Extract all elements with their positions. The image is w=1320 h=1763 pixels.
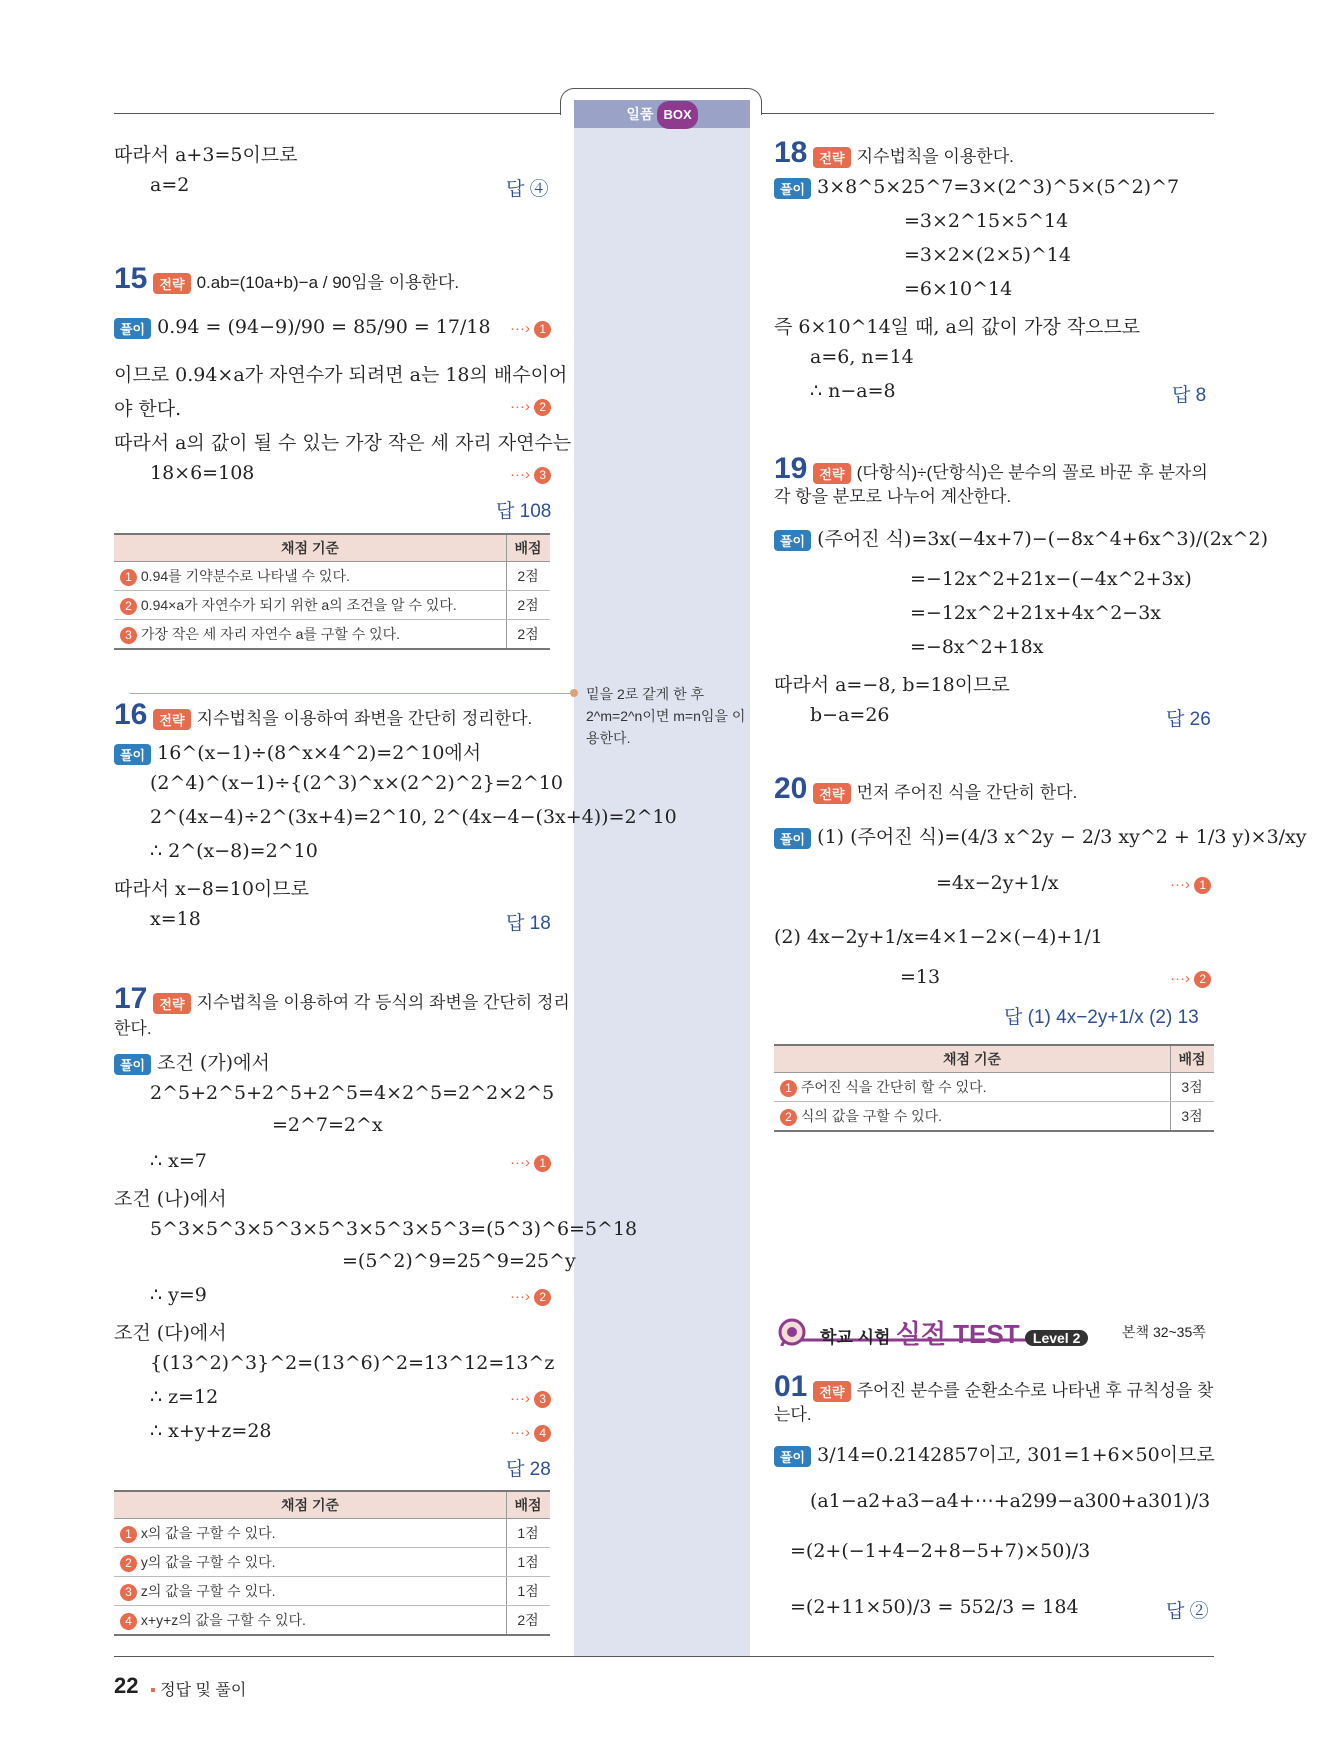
problem-01-header xyxy=(774,1370,1213,1404)
score-table-15: 채점 기준 배점 1 0.94를 기약분수로 나타낼 수 있다. 2점 2 0.94×a가 자연수가 되기 위한 a의 조건을 알 수 있다. 2점 3 가장 작은 세 자리 자연수 a를 구할 수 있다. 2점 xyxy=(114,533,550,650)
p18-line4: =6×10^14 xyxy=(904,278,1013,300)
problem-20-header xyxy=(774,772,1077,806)
table-row: 4 x+y+z의 값을 구할 수 있다. 2점 xyxy=(114,1606,550,1636)
problem-strategy: 주어진 분수를 순환소수로 나타낸 후 규칙성을 찾 xyxy=(856,1381,1214,1400)
p16-line5: 따라서 x−8=10이므로 xyxy=(114,878,309,900)
side-note: 밑을 2로 같게 한 후 2^m=2^n이면 m=n임을 이용한다. xyxy=(586,686,746,746)
strategy-tag: 전략 xyxy=(153,709,190,730)
p16-line4: ∴ 2^(x−8)=2^10 xyxy=(150,840,318,862)
problem-15-header xyxy=(114,262,459,296)
problem-strategy: 먼저 주어진 식을 간단히 한다. xyxy=(856,783,1078,802)
p15-line4: 따라서 a의 값이 될 수 있는 가장 작은 세 자리 자연수는 xyxy=(114,432,572,454)
p19-line5: 따라서 a=−8, b=18이므로 xyxy=(774,674,1010,696)
p16-line1: 풀이 16^(x−1)÷(8^x×4^2)=2^10에서 xyxy=(114,738,481,765)
p19-strategy2: 각 항을 분모로 나누어 계산한다. xyxy=(774,487,1012,506)
answer-01: 답 ② xyxy=(1166,1601,1209,1622)
p20-line2: =4x−2y+1/x xyxy=(936,872,1059,894)
answer-16: 답 18 xyxy=(506,913,551,934)
problem-strategy: (다항식)÷(단항식)은 분수의 꼴로 바꾼 후 분자의 xyxy=(856,463,1208,482)
p01-line1: 풀이 3/14=0.2142857이고, 301=1+6×50이므로 xyxy=(774,1440,1215,1467)
p18-line2: =3×2^15×5^14 xyxy=(904,210,1069,232)
marker-1: ···› 1 xyxy=(510,320,551,338)
problem-number: 20 xyxy=(774,772,808,805)
p16-line3: 2^(4x−4)÷2^(3x+4)=2^10, 2^(4x−4−(3x+4))=2^10 xyxy=(150,806,677,828)
p01-strategy2: 는다. xyxy=(774,1405,812,1424)
solution-tag: 풀이 xyxy=(774,1446,811,1467)
p16-line6: x=18 xyxy=(150,908,201,930)
p20-line4: =13 xyxy=(900,966,941,988)
p19-line6: b−a=26 xyxy=(810,704,890,726)
problem-18-header xyxy=(774,136,1014,170)
note-connector xyxy=(130,693,574,694)
problem-number: 15 xyxy=(114,262,148,295)
marker-4: ···› 4 xyxy=(510,1424,551,1442)
problem-19-header xyxy=(774,452,1208,486)
p18-line1: 풀이 3×8^5×25^7=3×(2^3)^5×(5^2)^7 xyxy=(774,176,1179,199)
p15-line2: 이므로 0.94×a가 자연수가 되려면 a는 18의 배수이어 xyxy=(114,364,568,386)
problem-17-header xyxy=(114,982,570,1016)
side-box-header xyxy=(574,100,750,128)
table-row: 1 0.94를 기약분수로 나타낼 수 있다. 2점 xyxy=(114,562,550,591)
p18-line3: =3×2×(2×5)^14 xyxy=(904,244,1071,266)
marker-1: ···› 1 xyxy=(1170,876,1211,894)
p17-line9: 조건 (다)에서 xyxy=(114,1322,227,1344)
p19-line1: 풀이 (주어진 식)=3x(−4x+7)−(−8x^4+6x^3)/(2x^2) xyxy=(774,524,1268,551)
p20-line3: (2) 4x−2y+1/x=4×1−2×(−4)+1/1 xyxy=(774,926,1103,948)
p17-line8: ∴ y=9 xyxy=(150,1284,207,1306)
score-table-20: 채점 기준 배점 1 주어진 식을 간단히 할 수 있다. 3점 2 식의 값을 구할 수 있다. 3점 xyxy=(774,1044,1214,1132)
p18-line7: ∴ n−a=8 xyxy=(810,380,896,402)
p19-line3: =−12x^2+21x+4x^2−3x xyxy=(910,602,1162,624)
p17-line11: ∴ z=12 xyxy=(150,1386,219,1408)
p17-line1: 풀이 조건 (가)에서 xyxy=(114,1048,270,1075)
box-label: 일품 xyxy=(626,106,654,122)
solution-tag: 풀이 xyxy=(114,1054,151,1075)
p19-line4: =−8x^2+18x xyxy=(910,636,1044,658)
table-row: 2 식의 값을 구할 수 있다. 3점 xyxy=(774,1102,1214,1132)
score-table-17: 채점 기준 배점 1 x의 값을 구할 수 있다. 1점 2 y의 값을 구할 수 있다. 1점 3 z의 값을 구할 수 있다. 1점 4 x+y+z의 값을 구할 수 있다. 2점 xyxy=(114,1490,550,1636)
p17-line10: {(13^2)^3}^2=(13^6)^2=13^12=13^z xyxy=(150,1352,555,1374)
marker-1: ···› 1 xyxy=(510,1154,551,1172)
table-row: 2 y의 값을 구할 수 있다. 1점 xyxy=(114,1548,550,1577)
level-badge: Level 2 xyxy=(1025,1330,1088,1346)
marker-3: ···› 3 xyxy=(510,466,551,484)
solution-tag: 풀이 xyxy=(114,744,151,765)
answer-20: 답 (1) 4x−2y+1/x (2) 13 xyxy=(1004,1007,1199,1028)
p15-line3: 야 한다. xyxy=(114,398,182,420)
problem-number: 19 xyxy=(774,452,808,485)
marker-3: ···› 3 xyxy=(510,1390,551,1408)
marker-2: ···› 2 xyxy=(1170,970,1211,988)
solution-tag: 풀이 xyxy=(114,318,151,339)
problem-strategy: 지수법칙을 이용한다. xyxy=(856,147,1014,166)
p17-line2: 2^5+2^5+2^5+2^5=4×2^5=2^2×2^5 xyxy=(150,1082,555,1104)
table-row: 3 z의 값을 구할 수 있다. 1점 xyxy=(114,1577,550,1606)
p16-line2: (2^4)^(x−1)÷{(2^3)^x×(2^2)^2}=2^10 xyxy=(150,772,563,794)
solution-tag: 풀이 xyxy=(774,828,811,849)
table-row: 2 0.94×a가 자연수가 되기 위한 a의 조건을 알 수 있다. 2점 xyxy=(114,591,550,620)
p17-strategy2: 한다. xyxy=(114,1019,152,1038)
p18-line6: a=6, n=14 xyxy=(810,346,914,368)
problem-number: 01 xyxy=(774,1370,808,1403)
p01-line4: =(2+11×50)/3 = 552/3 = 184 xyxy=(790,1596,1079,1618)
box-badge: BOX xyxy=(657,101,697,129)
problem-strategy: 0.ab=(10a+b)−a / 90임을 이용한다. xyxy=(196,273,460,292)
answer-top: 답 ④ xyxy=(506,179,549,200)
table-row: 1 주어진 식을 간단히 할 수 있다. 3점 xyxy=(774,1073,1214,1102)
strategy-tag: 전략 xyxy=(813,463,850,484)
problem-number: 16 xyxy=(114,698,148,731)
strategy-tag: 전략 xyxy=(813,147,850,168)
strategy-tag: 전략 xyxy=(153,273,190,294)
p15-line5: 18×6=108 xyxy=(150,462,255,484)
problem-strategy: 지수법칙을 이용하여 각 등식의 좌변을 간단히 정리 xyxy=(196,993,570,1012)
note-dot xyxy=(570,689,578,697)
strategy-tag: 전략 xyxy=(813,1381,850,1402)
marker-2: ···› 2 xyxy=(510,398,551,416)
test-title: 학교 시험 실전 TEST Level 2 xyxy=(820,1314,1088,1351)
solution-tag: 풀이 xyxy=(774,530,811,551)
answer-icon: 답 xyxy=(506,179,525,200)
p01-line2: (a1−a2+a3−a4+⋯+a299−a300+a301)/3 xyxy=(810,1490,1211,1512)
p17-line4: ∴ x=7 xyxy=(150,1150,207,1172)
solution-tag: 풀이 xyxy=(774,178,811,199)
strategy-tag: 전략 xyxy=(813,783,850,804)
p20-line1: 풀이 (1) (주어진 식)=(4/3 x^2y − 2/3 xy^2 + 1/3 y)×3/xy xyxy=(774,822,1307,849)
answer-15: 답 108 xyxy=(496,501,552,522)
p17-line12: ∴ x+y+z=28 xyxy=(150,1420,272,1442)
bottom-rule xyxy=(114,1656,1214,1657)
problem-number: 17 xyxy=(114,982,148,1015)
answer-17: 답 28 xyxy=(506,1459,551,1480)
test-reference: 본책 32~35쪽 xyxy=(1122,1324,1206,1340)
footer-text: ▪ 정답 및 풀이 xyxy=(150,1682,247,1699)
problem-16-header xyxy=(114,698,532,732)
table-row: 1 x의 값을 구할 수 있다. 1점 xyxy=(114,1519,550,1548)
marker-2: ···› 2 xyxy=(510,1288,551,1306)
p17-line3: =2^7=2^x xyxy=(272,1114,383,1136)
left-top-line1: 따라서 a+3=5이므로 xyxy=(114,144,298,166)
strategy-tag: 전략 xyxy=(153,993,190,1014)
left-top-line2: a=2 xyxy=(150,174,190,196)
p15-line1: 풀이 0.94 = (94−9)/90 = 85/90 = 17/18 xyxy=(114,316,491,339)
problem-number: 18 xyxy=(774,136,808,169)
answer-18: 답 8 xyxy=(1172,385,1207,406)
page-number: 22 xyxy=(114,1673,139,1698)
p17-line7: =(5^2)^9=25^9=25^y xyxy=(342,1250,576,1272)
p17-line5: 조건 (나)에서 xyxy=(114,1188,227,1210)
p18-line5: 즉 6×10^14일 때, a의 값이 가장 작으므로 xyxy=(774,316,1141,338)
table-row: 3 가장 작은 세 자리 자연수 a를 구할 수 있다. 2점 xyxy=(114,620,550,650)
p19-line2: =−12x^2+21x−(−4x^2+3x) xyxy=(910,568,1192,590)
p17-line6: 5^3×5^3×5^3×5^3×5^3×5^3=(5^3)^6=5^18 xyxy=(150,1218,638,1240)
side-box xyxy=(574,100,750,1656)
answer-19: 답 26 xyxy=(1166,709,1211,730)
p01-line3: =(2+(−1+4−2+8−5+7)×50)/3 xyxy=(790,1540,1091,1562)
problem-strategy: 지수법칙을 이용하여 좌변을 간단히 정리한다. xyxy=(196,709,533,728)
